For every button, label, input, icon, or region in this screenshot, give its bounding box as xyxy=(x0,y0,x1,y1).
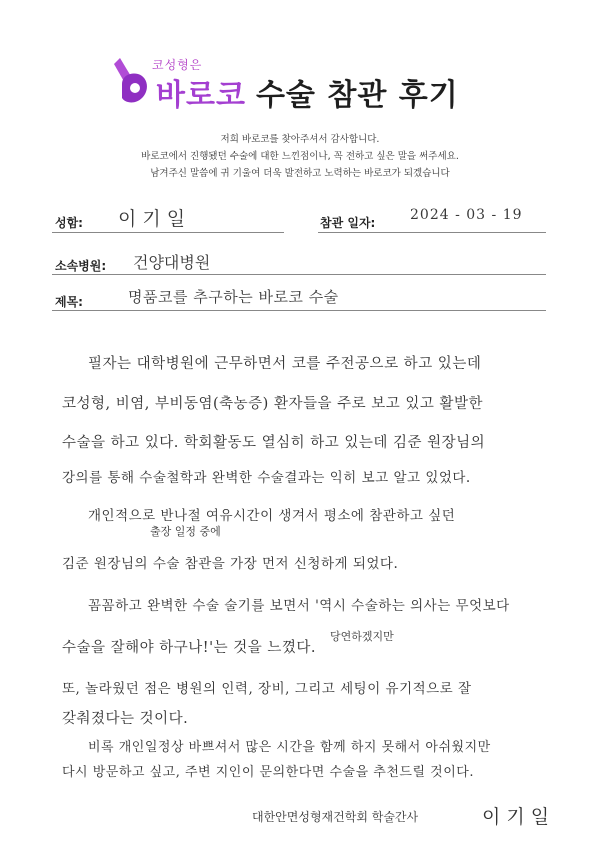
body-line: 코성형, 비염, 부비동염(축농증) 환자들을 주로 보고 있고 활발한 xyxy=(62,396,483,412)
body-line: 필자는 대학병원에 근무하면서 코를 주전공으로 하고 있는데 xyxy=(88,356,482,372)
intro-line: 바로코에서 진행됐던 수술에 대한 느낀점이나, 꼭 전하고 싶은 말을 써주세요. xyxy=(141,151,459,162)
signature-org: 대한안면성형재건학회 학술간사 xyxy=(252,810,419,824)
insert-note: 출장 일정 중에 xyxy=(150,525,221,538)
page-title xyxy=(156,70,459,114)
subject-value: 명품코를 추구하는 바로코 수술 xyxy=(128,288,339,306)
baroco-logo-icon xyxy=(108,54,154,110)
body-line: 비록 개인일정상 바쁘셔서 많은 시간을 함께 하지 못해서 아쉬웠지만 xyxy=(88,740,491,755)
date-label: 참관 일자: xyxy=(320,216,376,230)
body-line: 수술을 잘해야 하구나!'는 것을 느꼈다. xyxy=(62,640,316,656)
intro-line: 남겨주신 말씀에 귀 기울여 더욱 발전하고 노력하는 바로코가 되겠습니다 xyxy=(150,168,450,179)
body-line: 개인적으로 반나절 여유시간이 생겨서 평소에 참관하고 싶던 xyxy=(88,508,456,524)
logo xyxy=(108,54,508,124)
title-brand: 바로코 xyxy=(156,78,246,113)
subject-label: 제목: xyxy=(55,295,83,309)
intro-line: 저희 바로코를 찾아주셔서 감사합니다. xyxy=(220,134,380,145)
name-underline xyxy=(52,232,284,233)
body-line: 꼼꼼하고 완벽한 수술 술기를 보면서 '역시 수술하는 의사는 무엇보다 xyxy=(88,598,510,614)
body-line: 갖춰졌다는 것이다. xyxy=(62,711,189,727)
brand-tagline: 코성형은 xyxy=(152,58,203,72)
hospital-label: 소속병원: xyxy=(55,259,107,273)
name-value: 이 기 일 xyxy=(118,208,186,230)
name-label: 성함: xyxy=(55,216,83,230)
hospital-underline xyxy=(52,274,546,275)
hospital-value: 건양대병원 xyxy=(133,253,211,272)
insert-note: 당연하겠지만 xyxy=(330,630,394,643)
body-line: 또, 놀라웠던 점은 병원의 인력, 장비, 그리고 세팅이 유기적으로 잘 xyxy=(62,681,472,697)
body-line: 수술을 하고 있다. 학회활동도 열심히 하고 있는데 김준 원장님의 xyxy=(62,435,486,451)
subject-underline xyxy=(52,310,546,311)
signature-name: 이 기 일 xyxy=(482,806,550,828)
date-underline xyxy=(318,232,546,233)
body-line: 김준 원장님의 수술 참관을 가장 먼저 신청하게 되었다. xyxy=(62,556,399,572)
intro-text xyxy=(0,131,600,182)
date-value: 2024 - 03 - 19 xyxy=(410,207,523,223)
body-line: 강의를 통해 수술철학과 완벽한 수술결과는 익히 보고 알고 있었다. xyxy=(62,470,471,486)
title-rest: 수술 참관 후기 xyxy=(255,78,459,113)
body-line: 다시 방문하고 싶고, 주변 지인이 문의한다면 수술을 추천드릴 것이다. xyxy=(62,765,474,780)
